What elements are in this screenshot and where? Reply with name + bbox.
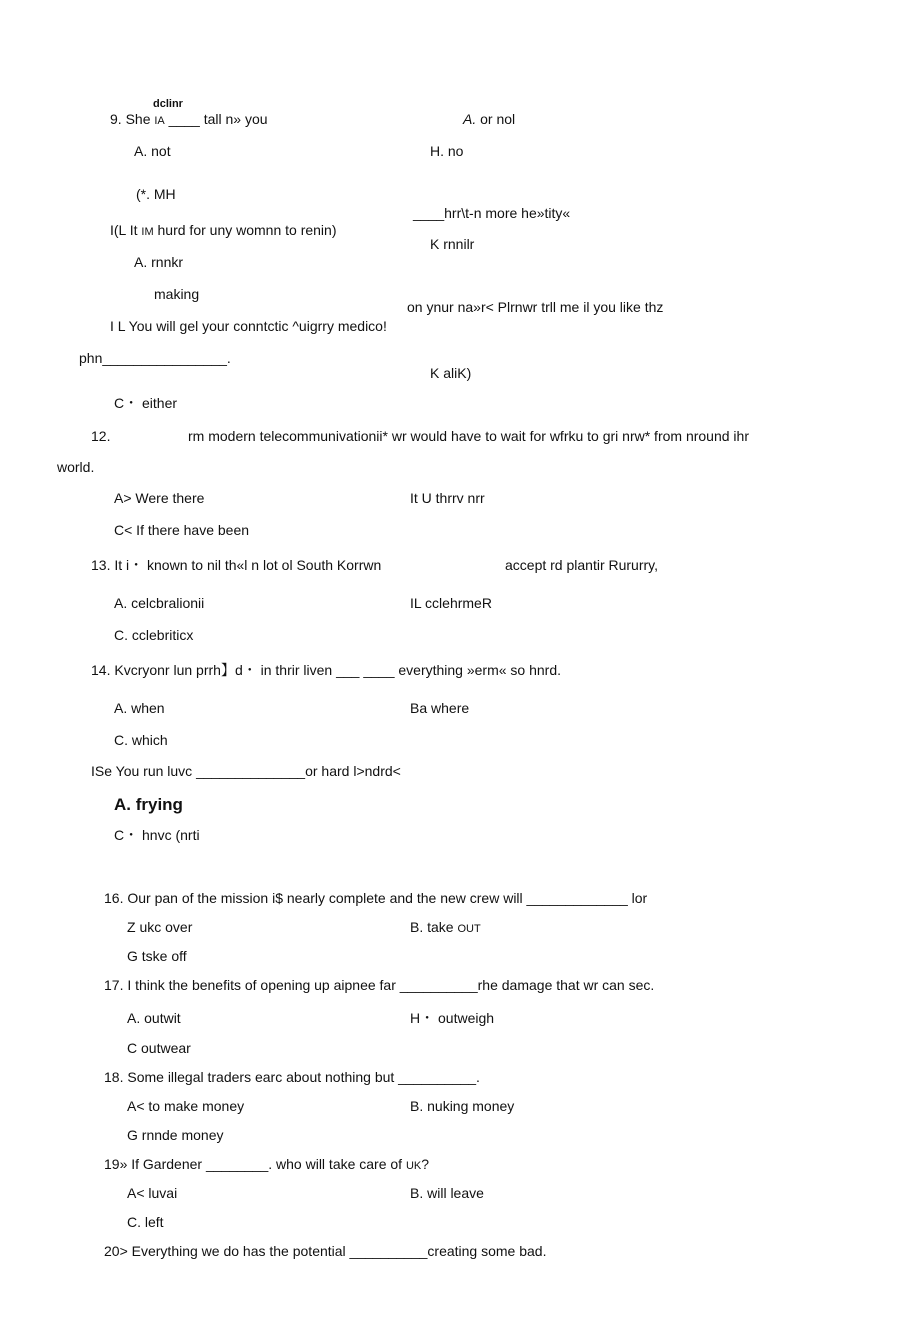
option: K aliK) (430, 365, 472, 381)
option-letter: A. (463, 111, 477, 127)
text-line: phn________________. (79, 350, 231, 366)
option: A. outwit (127, 1010, 181, 1026)
question-16: 16. Our pan of the mission i$ nearly complete and the new crew will _____________ lor (104, 890, 648, 906)
option: G tske off (127, 948, 187, 964)
question-13: 13. It i・ known to nil th«l n lot ol South Korrwn (91, 557, 382, 573)
text-fragment: ____ tall n» you (164, 111, 268, 127)
option (463, 110, 515, 128)
text-line: accept rd plantir Rururry, (505, 557, 659, 573)
question-19 (104, 1155, 429, 1175)
question-12: rm modern telecommunivationii* wr would have to wait for wfrku to gri nrw* from nround ihr (188, 428, 749, 444)
option: A. frying (114, 795, 183, 814)
option: C・ either (114, 395, 178, 411)
option: A. rnnkr (134, 254, 184, 270)
question-number: 12. (91, 428, 111, 444)
option: G rnnde money (127, 1127, 224, 1143)
option: C outwear (127, 1040, 191, 1056)
option: A> Were there (114, 490, 205, 506)
text-fragment: I(L It (110, 222, 142, 238)
option: Ba where (410, 700, 470, 716)
option-text: B. take (410, 919, 458, 935)
option (410, 918, 481, 938)
option: A. when (114, 700, 165, 716)
option: H・ outweigh (410, 1010, 495, 1026)
text-fragment: ? (421, 1156, 430, 1172)
question-18: 18. Some illegal traders earc about nothing but __________. (104, 1069, 480, 1085)
option: A< luvai (127, 1185, 178, 1201)
option: C< If there have been (114, 522, 250, 538)
text-line: making (154, 286, 200, 302)
option: (*. MH (136, 186, 176, 202)
question-10 (110, 221, 337, 241)
option: IL cclehrmeR (410, 595, 492, 611)
option: B. will leave (410, 1185, 484, 1201)
text-fragment: 9. She (110, 111, 155, 127)
text-line: world. (57, 459, 95, 475)
option: C・ hnvc (nrti (114, 827, 200, 843)
text-fragment: IA (154, 115, 165, 127)
option: A. celcbralionii (114, 595, 205, 611)
text-line: dclinr (153, 98, 183, 110)
question-14: 14. Kvcryonr lun prrh】d・ in thrir liven ___ ____ everything »erm« so hnrd. (91, 662, 562, 678)
option: H. no (430, 143, 464, 159)
question-9 (110, 110, 268, 130)
text-line: on ynur na»r< Plrnwr trll me il you like thz (407, 299, 664, 315)
question-15: ISe You run luvc ______________or hard l>ndrd< (91, 763, 401, 779)
option: A< to make money (127, 1098, 245, 1114)
text-fragment: 19» If Gardener ________. who will take care of (104, 1156, 406, 1172)
question-17: 17. I think the benefits of opening up aipnee far __________rhe damage that wr can sec. (104, 977, 655, 993)
text-fragment: hurd for uny womnn to renin) (153, 222, 337, 238)
question-20: 20> Everything we do has the potential __________creating some bad. (104, 1243, 547, 1259)
text-line: ____hrr\t-n more he»tity« (413, 205, 571, 221)
option: A. not (134, 143, 171, 159)
option: It U thrrv nrr (410, 490, 485, 506)
option: K rnnilr (430, 236, 475, 252)
option-text: or nol (476, 111, 516, 127)
option: C. left (127, 1214, 164, 1230)
text-fragment: IM (141, 226, 154, 238)
option: B. nuking money (410, 1098, 515, 1114)
option-text: OUT (457, 923, 481, 935)
option: C. which (114, 732, 168, 748)
option: C. cclebriticx (114, 627, 194, 643)
option: Z ukc over (127, 919, 193, 935)
text-fragment: UK (405, 1160, 422, 1172)
question-11: I L You will gel your conntctic ^uigrry medico! (110, 318, 387, 334)
